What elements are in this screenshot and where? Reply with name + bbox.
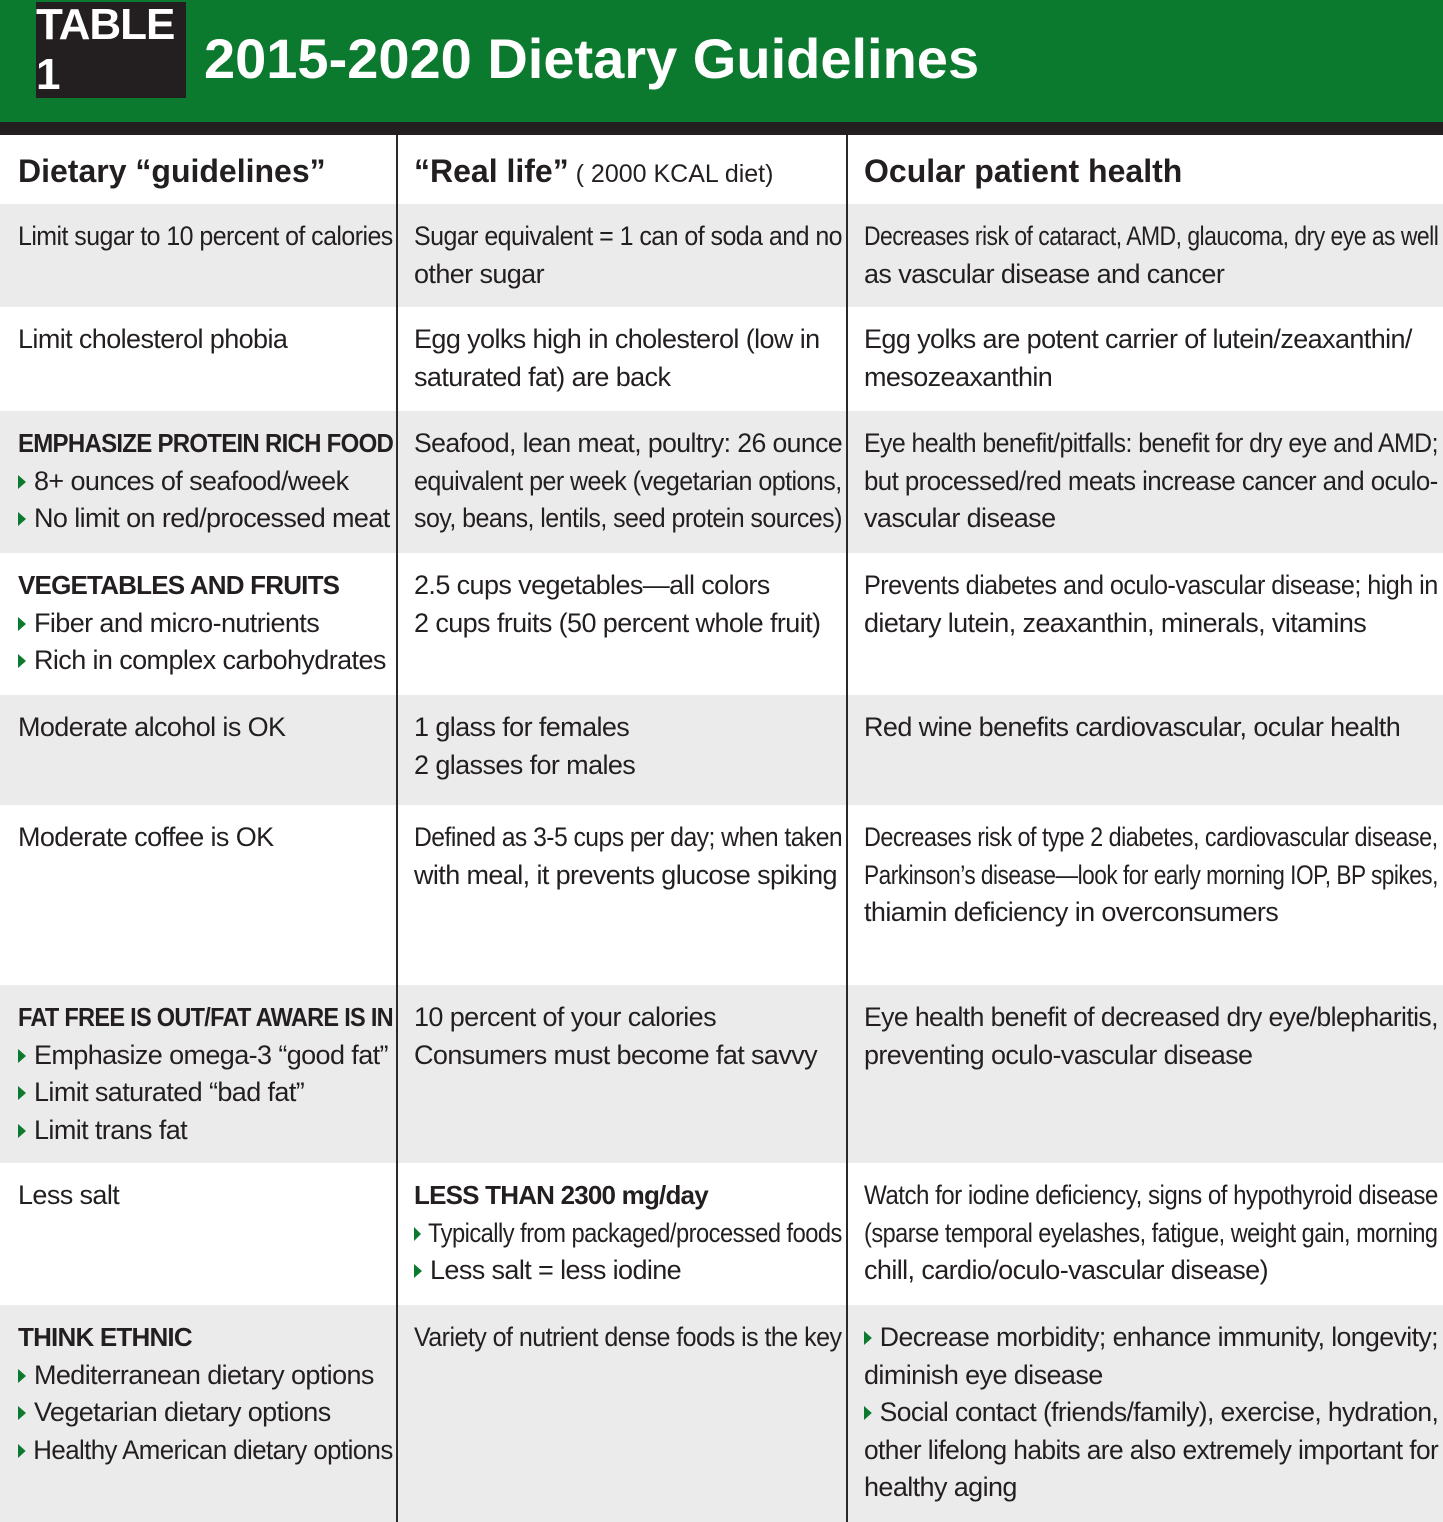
bullet-item: Decrease morbidity; enhance immunity, longevity;: [864, 1319, 1438, 1357]
real-life-cell: [397, 985, 847, 1163]
cell-text-line: saturated fat) are back: [414, 361, 671, 392]
cell-text-line: healthy aging: [864, 1472, 1017, 1502]
bullet-item: Less salt = less iodine: [414, 1252, 681, 1290]
col-header-real-life-main: “Real life”: [414, 153, 569, 189]
cell-text-line: Parkinson’s disease—look for early morning IOP, BP spikes,: [864, 859, 1438, 890]
cell-text-line: soy, beans, lentils, seed protein sources): [414, 503, 842, 533]
cell-text-line: diminish eye disease: [864, 1359, 1103, 1390]
real-life-cell: [397, 411, 847, 553]
guideline-cell: [0, 204, 397, 307]
cell-text-line: Decreases risk of cataract, AMD, glaucoma, dry eye as well: [864, 221, 1439, 251]
cell-text-line: 2 glasses for males: [414, 749, 636, 780]
bullet-item: Healthy American dietary options: [18, 1432, 393, 1470]
guideline-cell: [0, 553, 397, 695]
table-row: [0, 204, 1443, 307]
cell-text-line: dietary lutein, zeaxanthin, minerals, vitamins: [864, 607, 1367, 638]
table-row: [0, 553, 1443, 695]
real-life-cell: [397, 1305, 847, 1522]
real-life-cell: [397, 805, 847, 985]
guideline-cell: [0, 695, 397, 805]
col-header-ocular-health: Ocular patient health: [864, 153, 1183, 189]
cell-text-line: Variety of nutrient dense foods is the key: [414, 1322, 842, 1352]
guideline-cell: [0, 1163, 397, 1305]
col-header-real-life-sub: ( 2000 KCAL diet): [568, 160, 774, 188]
bullet-item: Emphasize omega-3 “good fat”: [18, 1037, 388, 1075]
cell-text-line: other lifelong habits are also extremely important for: [864, 1434, 1439, 1465]
guideline-cell: [0, 985, 397, 1163]
bullet-item: Limit trans fat: [18, 1112, 187, 1150]
cell-text-line: Limit sugar to 10 percent of calories: [18, 221, 393, 251]
real-life-cell: [397, 695, 847, 805]
cell-text-line: 1 glass for females: [414, 712, 630, 742]
header-row: [0, 135, 1443, 204]
guideline-cell: [0, 307, 397, 411]
cell-text-line: Egg yolks high in cholesterol (low in: [414, 324, 820, 354]
bullet-item: Rich in complex carbohydrates: [18, 642, 386, 680]
cell-text-line: vascular disease: [864, 503, 1056, 533]
cell-heading: EMPHASIZE PROTEIN RICH FOOD: [18, 428, 394, 458]
cell-text-line: Seafood, lean meat, poultry: 26 ounce: [414, 428, 843, 458]
cell-text-line: Defined as 3-5 cups per day; when taken: [414, 822, 843, 852]
ocular-health-cell: [847, 985, 1443, 1163]
column-divider: [396, 135, 398, 1522]
cell-heading: LESS THAN 2300 mg/day: [414, 1180, 708, 1210]
cell-text-line: with meal, it prevents glucose spiking: [414, 859, 837, 890]
cell-text-line: Limit cholesterol phobia: [18, 324, 288, 354]
table-row: [0, 1305, 1443, 1522]
cell-text-line: Watch for iodine deficiency, signs of hypothyroid disease: [864, 1180, 1438, 1210]
bullet-item: Vegetarian dietary options: [18, 1394, 331, 1432]
cell-heading: VEGETABLES AND FRUITS: [18, 570, 340, 600]
cell-text-line: Sugar equivalent = 1 can of soda and no: [414, 221, 843, 251]
table-title: 2015-2020 Dietary Guidelines: [204, 27, 980, 90]
bullet-item: Mediterranean dietary options: [18, 1357, 374, 1395]
real-life-cell: [397, 307, 847, 411]
cell-text-line: Red wine benefits cardiovascular, ocular health: [864, 712, 1401, 742]
cell-text-line: other sugar: [414, 258, 544, 289]
bullet-item: Typically from packaged/processed foods: [414, 1215, 842, 1253]
table-badge: TABLE 1: [36, 2, 186, 98]
ocular-health-cell: [847, 695, 1443, 805]
cell-text-line: 2 cups fruits (50 percent whole fruit): [414, 607, 821, 638]
cell-text-line: mesozeaxanthin: [864, 361, 1053, 392]
bullet-item: No limit on red/processed meat: [18, 500, 390, 538]
col-header-real-life: [397, 135, 847, 204]
real-life-cell: [397, 204, 847, 307]
cell-text-line: (sparse temporal eyelashes, fatigue, weight gain, morning: [864, 1217, 1438, 1248]
cell-text-line: Eye health benefit of decreased dry eye/blepharitis,: [864, 1002, 1438, 1032]
cell-heading: FAT FREE IS OUT/FAT AWARE IS IN: [18, 1002, 393, 1032]
banner-rule: [0, 122, 1443, 135]
col-header-guidelines: Dietary “guidelines”: [18, 153, 326, 189]
table-row: [0, 805, 1443, 985]
bullet-item: Limit saturated “bad fat”: [18, 1074, 304, 1112]
real-life-cell: [397, 1163, 847, 1305]
cell-text-line: chill, cardio/oculo-vascular disease): [864, 1255, 1268, 1285]
guideline-cell: [0, 411, 397, 553]
table-row: [0, 985, 1443, 1163]
cell-text-line: Moderate coffee is OK: [18, 822, 274, 852]
ocular-health-cell: [847, 1163, 1443, 1305]
ocular-health-cell: [847, 553, 1443, 695]
ocular-health-cell: [847, 411, 1443, 553]
bullet-item: Fiber and micro-nutrients: [18, 605, 319, 643]
cell-text-line: 2.5 cups vegetables—all colors: [414, 570, 770, 600]
cell-text-line: Moderate alcohol is OK: [18, 712, 286, 742]
ocular-health-cell: [847, 1305, 1443, 1522]
bullet-item: Social contact (friends/family), exercise, hydration,: [864, 1394, 1438, 1432]
cell-text-line: preventing oculo-vascular disease: [864, 1039, 1253, 1070]
real-life-cell: [397, 553, 847, 695]
cell-text-line: Egg yolks are potent carrier of lutein/zeaxanthin/: [864, 324, 1412, 354]
ocular-health-cell: [847, 307, 1443, 411]
table-row: [0, 695, 1443, 805]
guideline-cell: [0, 805, 397, 985]
cell-text-line: equivalent per week (vegetarian options,: [414, 465, 842, 496]
table-row: [0, 307, 1443, 411]
ocular-health-cell: [847, 204, 1443, 307]
cell-text-line: Decreases risk of type 2 diabetes, cardiovascular disease,: [864, 822, 1438, 852]
column-divider: [846, 135, 848, 1522]
cell-text-line: Less salt: [18, 1180, 120, 1210]
cell-text-line: as vascular disease and cancer: [864, 258, 1225, 289]
cell-text-line: Prevents diabetes and oculo-vascular disease; high in: [864, 570, 1438, 600]
ocular-health-cell: [847, 805, 1443, 985]
cell-text-line: but processed/red meats increase cancer and oculo-: [864, 465, 1438, 496]
cell-heading: THINK ETHNIC: [18, 1322, 192, 1352]
cell-text-line: Consumers must become fat savvy: [414, 1039, 818, 1070]
table-row: [0, 1163, 1443, 1305]
cell-text-line: thiamin deficiency in overconsumers: [864, 897, 1279, 927]
bullet-item: 8+ ounces of seafood/week: [18, 463, 349, 501]
cell-text-line: Eye health benefit/pitfalls: benefit for dry eye and AMD;: [864, 428, 1438, 458]
guideline-cell: [0, 1305, 397, 1522]
cell-text-line: 10 percent of your calories: [414, 1002, 716, 1032]
table-row: [0, 411, 1443, 553]
